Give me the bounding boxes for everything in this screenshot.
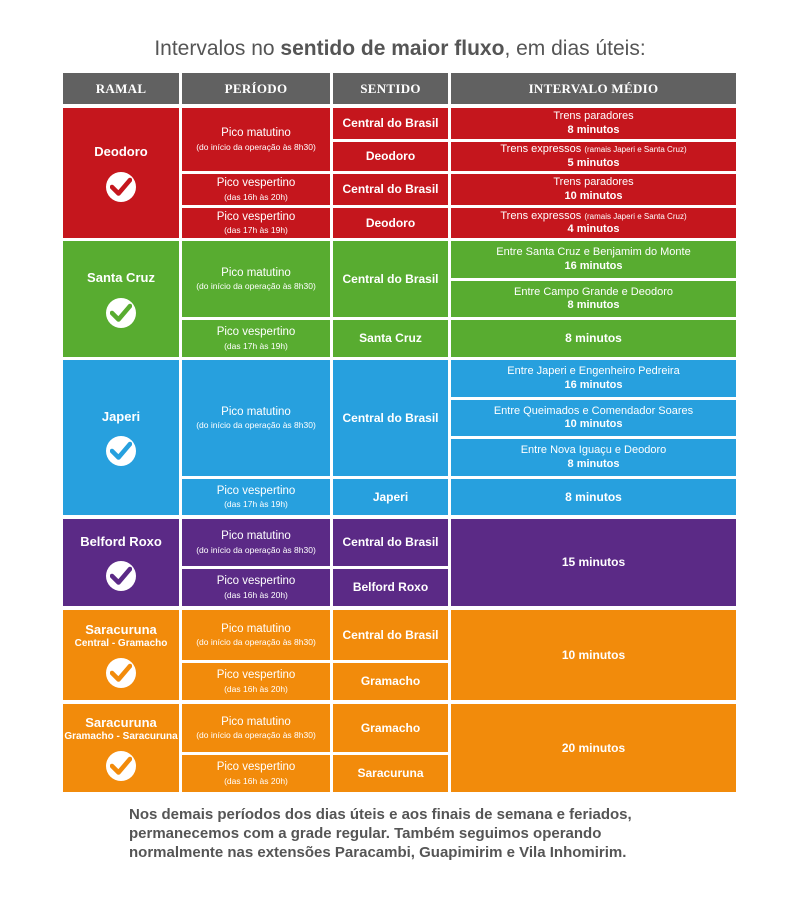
intervalo-cell: [451, 241, 736, 278]
footer-line: Nos demais períodos dos dias úteis e aos finais de semana e feriados,: [129, 806, 632, 823]
ramal-name: Santa Cruz: [87, 270, 155, 286]
ramal-belford-roxo: [63, 519, 179, 606]
periodo-note: (das 16h às 20h): [224, 775, 288, 786]
intervalo-cell: [451, 142, 736, 171]
sentido-central: Central do Brasil: [333, 360, 448, 476]
ramal-name: Japeri: [101, 408, 141, 424]
sentido-japeri: Japeri: [333, 479, 448, 515]
sentido-central: Central do Brasil: [333, 174, 448, 205]
ramal-name: Saracuruna: [85, 621, 157, 637]
periodo-label: Pico vespertino: [216, 484, 296, 497]
periodo-label: Pico matutino: [221, 622, 291, 635]
intervalo-value: 8 minutos: [567, 457, 620, 470]
sentido-central: Central do Brasil: [333, 108, 448, 139]
periodo-note: (das 17h às 19h): [224, 225, 288, 236]
intervalo-label: Trens paradores: [553, 176, 634, 189]
header-periodo: PERÍODO: [182, 73, 330, 104]
periodo-note: (das 16h às 20h): [224, 191, 288, 202]
periodo-label: Pico vespertino: [216, 575, 296, 587]
check-circle-icon: [106, 658, 136, 688]
intervalo-value: 8 minutos: [567, 123, 620, 136]
periodo-note: (do início da operação às 8h30): [196, 730, 316, 741]
ramal-saracuruna-central-gramacho: [63, 610, 179, 700]
ramal-name: Belford Roxo: [80, 533, 162, 549]
sentido-central: Central do Brasil: [333, 241, 448, 317]
intervalo-label: Entre Japeri e Engenheiro Pedreira: [507, 365, 680, 378]
intervalo-value: 8 minutos: [567, 299, 620, 311]
periodo-note: (das 16h às 20h): [224, 589, 288, 600]
periodo-note: (do início da operação às 8h30): [196, 544, 316, 555]
footer-line: permanecemos com a grade regular. Também seguimos operando: [129, 825, 602, 842]
periodo-pico-matutino: [182, 108, 330, 171]
periodo-label: Pico vespertino: [216, 326, 296, 338]
periodo-label: Pico vespertino: [216, 177, 296, 189]
intervalo-label: Entre Queimados e Comendador Soares: [493, 404, 694, 417]
intervalo-value: 10 minutos: [564, 418, 623, 430]
periodo-pico-matutino: [182, 704, 330, 752]
intervalo-value: 4 minutos: [567, 223, 620, 235]
periodo-note: (das 17h às 19h): [224, 340, 288, 351]
periodo-pico-matutino: [182, 360, 330, 476]
sentido-santa-cruz: Santa Cruz: [333, 320, 448, 357]
periodo-label: Pico vespertino: [216, 669, 296, 681]
intervalo-label: Entre Nova Iguaçu e Deodoro: [520, 444, 667, 457]
periodo-label: Pico vespertino: [216, 210, 296, 223]
periodo-note: (do início da operação às 8h30): [196, 637, 316, 648]
intervalo-value: 16 minutos: [564, 378, 623, 391]
page-title: Intervalos no sentido de maior fluxo, em dias úteis:: [154, 37, 646, 60]
periodo-note: (do início da operação às 8h30): [196, 281, 316, 292]
ramal-subtitle: Gramacho - Saracuruna: [64, 731, 178, 743]
intervalo-cell: [451, 108, 736, 139]
intervalo-value: 10 minutos: [564, 189, 623, 202]
intervalo-value: 16 minutos: [564, 259, 623, 272]
periodo-label: Pico matutino: [221, 127, 291, 139]
header-sentido: SENTIDO: [333, 73, 448, 104]
intervalo-value: 10 minutos: [451, 610, 736, 700]
intervalo-cell: [451, 360, 736, 397]
periodo-pico-vespertino: [182, 320, 330, 357]
periodo-label: Pico matutino: [221, 405, 291, 418]
periodo-pico-vespertino: [182, 479, 330, 515]
ramal-japeri: [63, 360, 179, 515]
ramal-deodoro: [63, 108, 179, 238]
check-circle-icon: [106, 561, 136, 591]
intervalo-value: 8 minutos: [451, 479, 736, 515]
check-circle-icon: [106, 751, 136, 781]
periodo-pico-vespertino: [182, 174, 330, 205]
intervalo-cell: [451, 208, 736, 238]
intervalo-label: Entre Santa Cruz e Benjamim do Monte: [496, 246, 691, 259]
header-ramal: RAMAL: [63, 73, 179, 104]
footer-line: normalmente nas extensões Paracambi, Guapimirim e Vila Inhomirim.: [129, 844, 627, 861]
intervalo-value: 20 minutos: [451, 704, 736, 792]
sentido-belford-roxo: Belford Roxo: [333, 569, 448, 606]
sentido-deodoro: Deodoro: [333, 208, 448, 238]
periodo-note: (das 16h às 20h): [224, 683, 288, 694]
sentido-saracuruna: Saracuruna: [333, 755, 448, 792]
periodo-label: Pico matutino: [221, 530, 291, 542]
sentido-deodoro: Deodoro: [333, 142, 448, 171]
intervalo-cell: [451, 439, 736, 476]
periodo-note: (das 17h às 19h): [224, 499, 288, 510]
intervalo-value: 5 minutos: [567, 156, 620, 169]
periodo-pico-matutino: [182, 241, 330, 317]
check-circle-icon: [106, 298, 136, 328]
periodo-pico-vespertino: [182, 755, 330, 792]
intervalo-label: Trens expressos (ramais Japeri e Santa Cruz): [500, 143, 687, 156]
ramal-name: Deodoro: [94, 144, 148, 160]
periodo-pico-vespertino: [182, 208, 330, 238]
ramal-subtitle: Central - Gramacho: [74, 638, 168, 650]
ramal-name: Saracuruna: [85, 714, 157, 730]
intervalo-label: Entre Campo Grande e Deodoro: [514, 285, 673, 298]
intervalo-cell: [451, 174, 736, 205]
sentido-gramacho: Gramacho: [333, 704, 448, 752]
intervalo-label: Trens expressos (ramais Japeri e Santa Cruz): [500, 209, 687, 222]
periodo-label: Pico matutino: [221, 715, 291, 728]
periodo-pico-matutino: [182, 610, 330, 660]
ramal-santa-cruz: [63, 241, 179, 357]
footer-note: [129, 805, 689, 862]
periodo-label: Pico matutino: [221, 266, 291, 279]
periodo-note: (do início da operação às 8h30): [196, 141, 316, 152]
check-circle-icon: [106, 172, 136, 202]
ramal-saracuruna-gramacho-saracuruna: [63, 704, 179, 792]
periodo-label: Pico vespertino: [216, 761, 296, 773]
intervalo-value: 8 minutos: [451, 320, 736, 357]
periodo-pico-vespertino: [182, 663, 330, 700]
intervalo-label: Trens paradores: [553, 110, 634, 123]
periodo-pico-matutino: [182, 519, 330, 566]
sentido-central: Central do Brasil: [333, 519, 448, 566]
sentido-central: Central do Brasil: [333, 610, 448, 660]
sentido-gramacho: Gramacho: [333, 663, 448, 700]
header-intervalo: INTERVALO MÉDIO: [451, 73, 736, 104]
periodo-pico-vespertino: [182, 569, 330, 606]
intervalo-value: 15 minutos: [451, 519, 736, 606]
intervalo-cell: [451, 281, 736, 317]
periodo-note: (do início da operação às 8h30): [196, 420, 316, 431]
intervalo-cell: [451, 400, 736, 436]
check-circle-icon: [106, 436, 136, 466]
